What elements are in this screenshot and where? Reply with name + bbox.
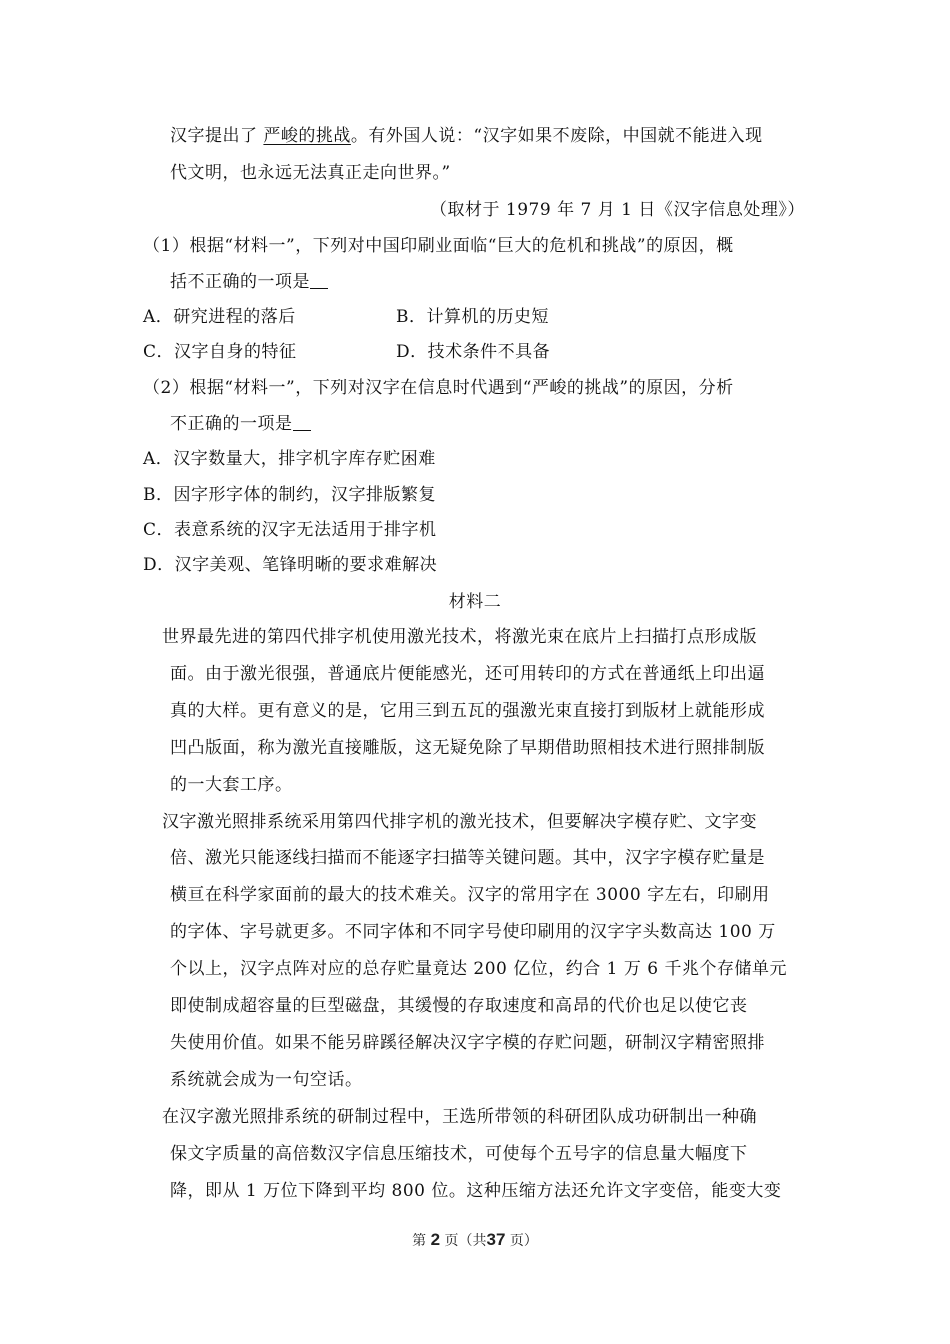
paragraph-line: 失使用价值。如果不能另辟蹊径解决汉字字模的存贮问题，研制汉字精密照排	[170, 1033, 765, 1053]
text-segment: 。有外国人说：“汉字如果不废除，中国就不能进入现	[350, 126, 763, 146]
paragraph-line: 凹凸版面，称为激光直接雕版，这无疑免除了早期借助照相技术进行照排制版	[170, 738, 765, 758]
underlined-phrase: 严峻的挑战	[263, 126, 351, 146]
paragraph-line: 即使制成超容量的巨型磁盘，其缓慢的存取速度和高昂的代价也足以使它丧	[170, 996, 748, 1016]
option-a: A．汉字数量大，排字机字库存贮困难	[143, 449, 436, 469]
section-title: 材料二	[448, 592, 502, 612]
option-d: D．汉字美观、笔锋明晰的要求难解决	[143, 555, 438, 575]
paragraph-line: 系统就会成为一句空话。	[170, 1070, 363, 1090]
option-c: C．表意系统的汉字无法适用于排字机	[143, 520, 437, 540]
total-pages: 37	[486, 1230, 506, 1249]
page-number: 2	[430, 1230, 441, 1249]
option-d: D．技术条件不具备	[396, 342, 551, 362]
question-2-stem-cont	[170, 413, 311, 435]
footer-text: 页（共	[444, 1233, 487, 1249]
text-segment: 括不正确的一项是	[170, 272, 310, 292]
text-segment: 汉字提出了	[170, 126, 258, 146]
footer-text: 第	[412, 1233, 427, 1249]
answer-blank	[310, 272, 328, 289]
paragraph-line: 在汉字激光照排系统的研制过程中，王选所带领的科研团队成功研制出一种确	[162, 1107, 757, 1127]
paragraph-line: 的字体、字号就更多。不同字体和不同字号使印刷用的汉字字头数高达 100 万	[170, 922, 776, 942]
text-line	[170, 125, 763, 147]
paragraph-line: 世界最先进的第四代排字机使用激光技术，将激光束在底片上扫描打点形成版	[162, 627, 757, 647]
source-citation: （取材于 1979 年 7 月 1 日《汉字信息处理》）	[430, 200, 805, 220]
option-b: B．因字形字体的制约，汉字排版繁复	[143, 485, 436, 505]
paragraph-line: 汉字激光照排系统采用第四代排字机的激光技术，但要解决字模存贮、文字变	[162, 812, 757, 832]
paragraph-line: 保文字质量的高倍数汉字信息压缩技术，可使每个五号字的信息量大幅度下	[170, 1144, 748, 1164]
option-a: A．研究进程的落后	[143, 307, 296, 327]
paragraph-line: 降，即从 1 万位下降到平均 800 位。这种压缩方法还允许文字变倍，能变大变	[170, 1181, 782, 1201]
paragraph-line: 真的大样。更有意义的是，它用三到五瓦的强激光束直接打到版材上就能形成	[170, 701, 765, 721]
paragraph-line: 面。由于激光很强，普通底片便能感光，还可用转印的方式在普通纸上印出逼	[170, 664, 765, 684]
option-c: C．汉字自身的特征	[143, 342, 297, 362]
paragraph-line: 的一大套工序。	[170, 775, 293, 795]
paragraph-line: 个以上，汉字点阵对应的总存贮量竟达 200 亿位，约合 1 万 6 千兆个存储单元	[170, 959, 788, 979]
question-2-stem: （2）根据“材料一”，下列对汉字在信息时代遇到“严峻的挑战”的原因，分析	[143, 378, 734, 398]
option-b: B．计算机的历史短	[396, 307, 549, 327]
paragraph-line: 横亘在科学家面前的最大的技术难关。汉字的常用字在 3000 字左右，印刷用	[170, 885, 770, 905]
page-footer	[0, 1230, 950, 1250]
text-segment: 不正确的一项是	[170, 414, 293, 434]
question-1-stem-cont	[170, 271, 328, 293]
answer-blank	[293, 414, 311, 431]
question-1-stem: （1）根据“材料一”，下列对中国印刷业面临“巨大的危机和挑战”的原因，概	[143, 236, 734, 256]
footer-text: 页）	[509, 1233, 538, 1249]
text-line: 代文明，也永远无法真正走向世界。”	[170, 163, 451, 183]
paragraph-line: 倍、激光只能逐线扫描而不能逐字扫描等关键问题。其中，汉字字模存贮量是	[170, 848, 765, 868]
